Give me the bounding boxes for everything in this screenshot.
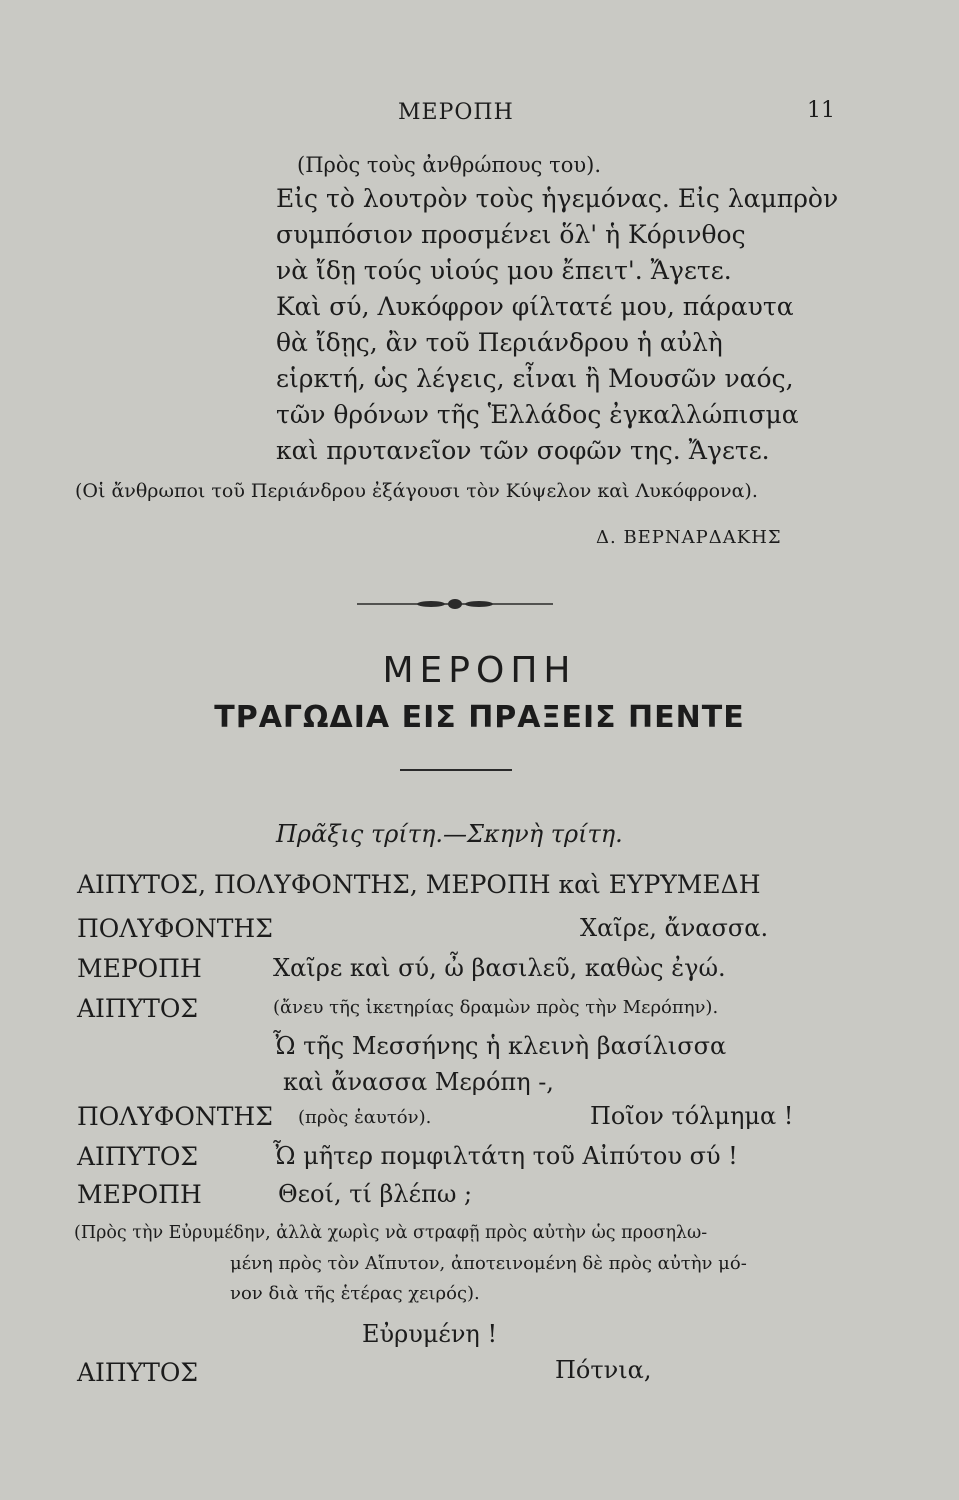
verse-line: νὰ ἴδῃ τούς υἱούς μου ἔπειτ'. Ἄγετε. bbox=[276, 256, 732, 285]
stage-direction: (Πρὸς τοὺς ἀνθρώπους του). bbox=[297, 153, 601, 177]
speaker-name: ΜΕΡΟΠΗ bbox=[77, 954, 202, 983]
play-subtitle: ΤΡΑΓΩΔΙΑ ΕΙΣ ΠΡΑΞΕΙΣ ΠΕΝΤΕ bbox=[214, 700, 745, 735]
dialogue-line: Χαῖρε, ἄνασσα. bbox=[580, 914, 769, 942]
stage-direction: (Πρὸς τὴν Εὐρυμέδην, ἀλλὰ χωρὶς νὰ στραφῇ πρὸς αὐτὴν ὡς προσηλω- bbox=[74, 1223, 708, 1243]
verse-line: θὰ ἴδῃς, ἂν τοῦ Περιάνδρου ἡ αὐλὴ bbox=[276, 328, 723, 357]
ornamental-divider bbox=[357, 597, 553, 611]
cast-list: ΑΙΠΥΤΟΣ, ΠΟΛΥΦΟΝΤΗΣ, ΜΕΡΟΠΗ καὶ ΕΥΡΥΜΕΔΗ bbox=[77, 870, 761, 899]
speaker-name: ΑΙΠΥΤΟΣ bbox=[77, 994, 199, 1023]
verse-line: Καὶ σύ, Λυκόφρον φίλτατέ μου, πάραυτα bbox=[276, 292, 794, 321]
dialogue-line: Θεοί, τί βλέπω ; bbox=[278, 1180, 473, 1208]
verse-line: τῶν θρόνων τῆς Ἑλλάδος ἐγκαλλώπισμα bbox=[276, 400, 799, 429]
section-rule bbox=[400, 769, 512, 771]
dialogue-line: Ὦ μῆτερ πομφιλτάτη τοῦ Αἰπύτου σύ ! bbox=[273, 1142, 738, 1170]
speaker-name: ΑΙΠΥΤΟΣ bbox=[77, 1142, 199, 1171]
dialogue-line: Ὦ τῆς Μεσσήνης ἡ κλεινὴ βασίλισσα bbox=[273, 1032, 727, 1060]
scene-heading: Πρᾶξις τρίτη.—Σκηνὴ τρίτη. bbox=[276, 820, 623, 848]
running-header-title: ΜΕΡΟΠΗ bbox=[398, 100, 514, 125]
stage-direction: (ἄνευ τῆς ἱκετηρίας δραμὼν πρὸς τὴν Μερόπην). bbox=[273, 997, 719, 1018]
dialogue-line: Εὐρυμένη ! bbox=[362, 1320, 498, 1348]
dialogue-line: Χαῖρε καὶ σύ, ὦ βασιλεῦ, καθὼς ἐγώ. bbox=[273, 954, 726, 982]
speaker-name: ΠΟΛΥΦΟΝΤΗΣ bbox=[77, 1102, 273, 1131]
page-number: 11 bbox=[807, 98, 835, 123]
dialogue-line: Ποῖον τόλμημα ! bbox=[590, 1102, 794, 1130]
dialogue-line: Πότνια, bbox=[555, 1356, 652, 1384]
verse-line: συμπόσιον προσμένει ὅλ' ἡ Κόρινθος bbox=[276, 220, 746, 249]
dialogue-line: καὶ ἄνασσα Μερόπη -, bbox=[283, 1068, 554, 1096]
stage-direction: νον διὰ τῆς ἑτέρας χειρός). bbox=[230, 1283, 480, 1304]
stage-direction: (Οἱ ἄνθρωποι τοῦ Περιάνδρου ἐξάγουσι τὸν Κύψελον καὶ Λυκόφρονα). bbox=[75, 480, 758, 502]
stage-direction: μένη πρὸς τὸν Αἴπυτον, ἀποτεινομένη δὲ πρὸς αὐτὴν μό- bbox=[230, 1253, 747, 1274]
speaker-name: ΠΟΛΥΦΟΝΤΗΣ bbox=[77, 914, 273, 943]
speaker-name: ΑΙΠΥΤΟΣ bbox=[77, 1358, 199, 1387]
verse-line: Εἰς τὸ λουτρὸν τοὺς ἡγεμόνας. Εἰς λαμπρὸν bbox=[276, 184, 839, 213]
verse-line: καὶ πρυτανεῖον τῶν σοφῶν της. Ἄγετε. bbox=[276, 436, 770, 465]
speaker-name: ΜΕΡΟΠΗ bbox=[77, 1180, 202, 1209]
author-signature: Δ. ΒΕΡΝΑΡΔΑΚΗΣ bbox=[596, 527, 782, 548]
verse-line: εἱρκτή, ὡς λέγεις, εἶναι ἢ Μουσῶν ναός, bbox=[276, 364, 794, 393]
play-title: ΜΕΡΟΠΗ bbox=[382, 650, 577, 691]
stage-direction: (πρὸς ἑαυτόν). bbox=[298, 1107, 432, 1128]
